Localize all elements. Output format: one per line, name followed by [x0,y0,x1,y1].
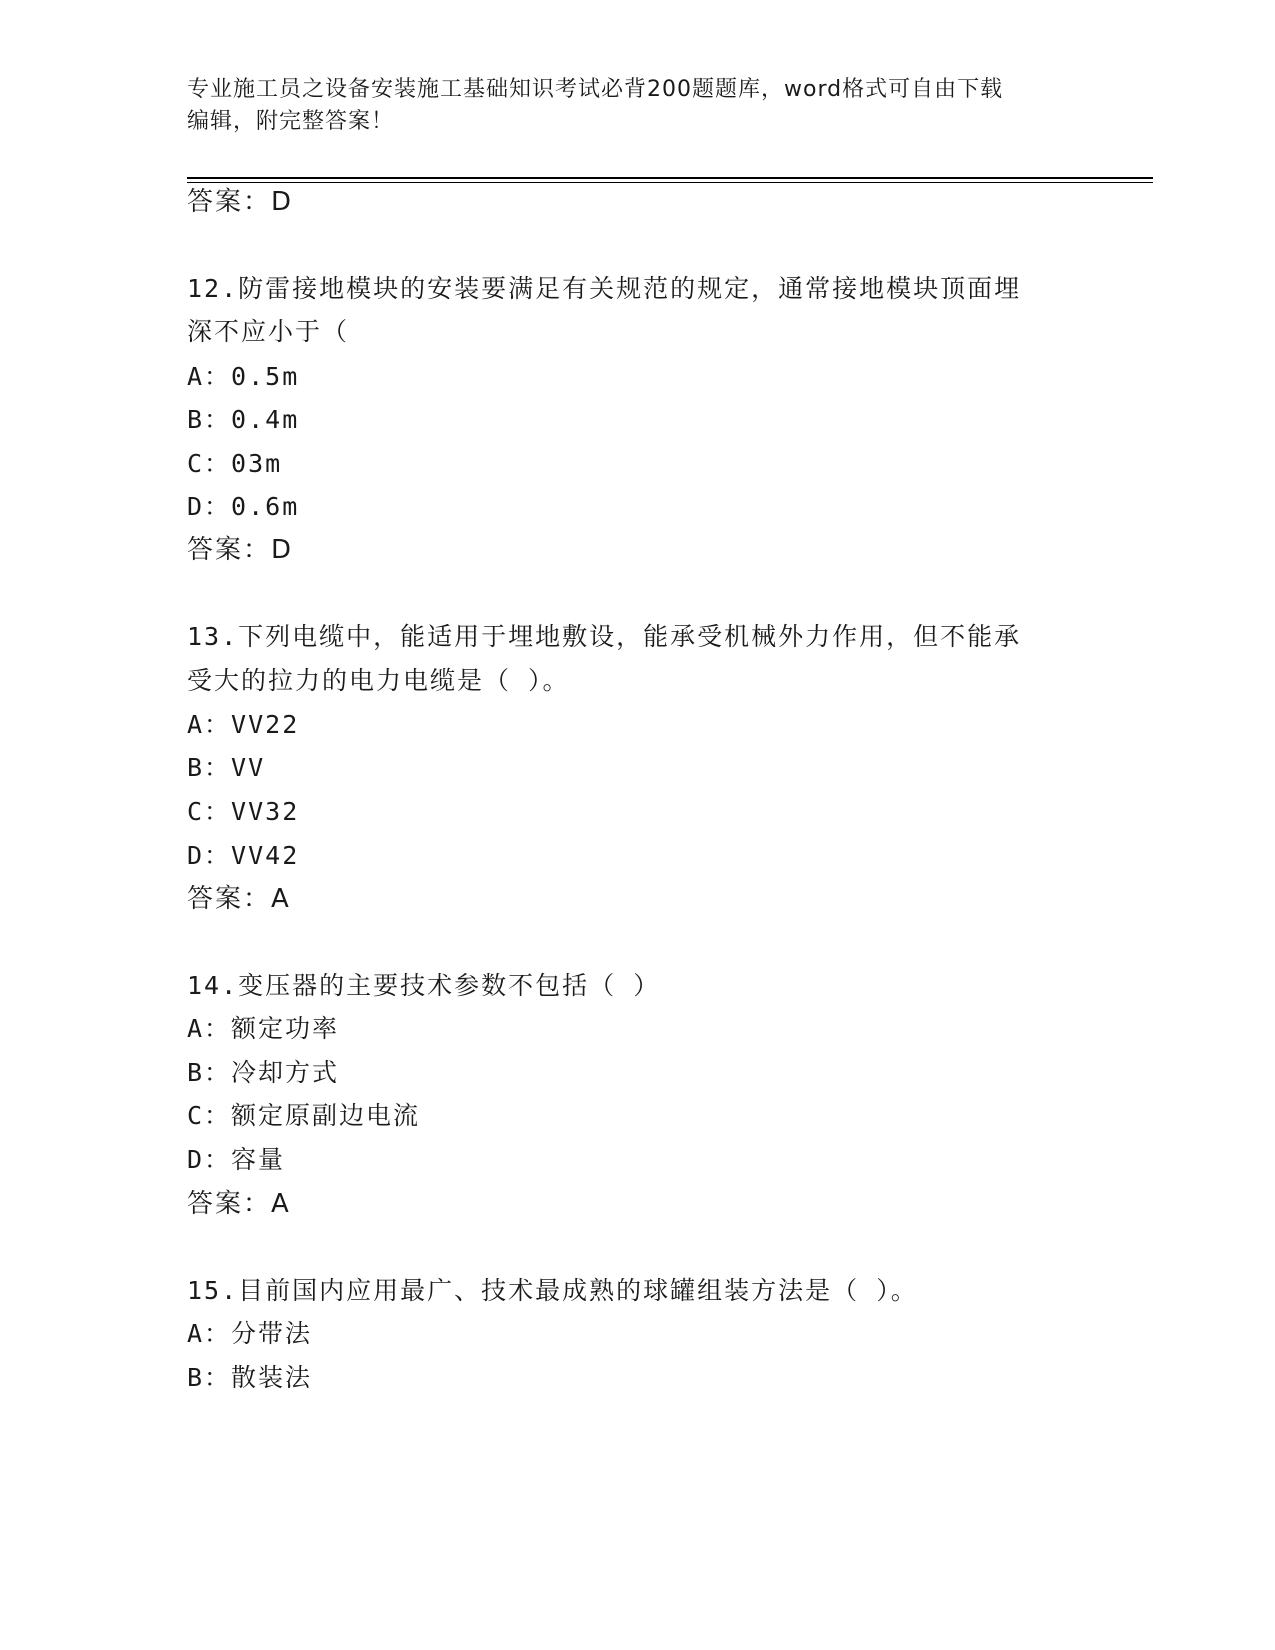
question-14-option-a: A：额定功率 [187,1014,340,1043]
question-14-option-b: B：冷却方式 [187,1058,340,1087]
question-12-option-b: B：0.4m [187,405,300,434]
question-13-text-line2: 受大的拉力的电力电缆是（ ）。 [187,666,570,695]
question-12-text-line1: 12.防雷接地模块的安装要满足有关规范的规定，通常接地模块顶面埋 [187,274,1022,303]
page-header [187,74,1087,138]
question-15-option-a: A：分带法 [187,1319,313,1348]
question-14-option-d: D：容量 [187,1145,286,1174]
header-title-line2: 编辑，附完整答案！ [187,109,395,134]
question-13-option-c: C：VV32 [187,797,300,826]
question-12-option-c: C：03m [187,449,283,478]
question-15-option-b: B：散装法 [187,1363,313,1392]
header-title-line1: 专业施工员之设备安装施工基础知识考试必背200题题库，word格式可自由下载 [187,77,1004,102]
header-divider-thick [187,177,1153,179]
question-12-option-d: D：0.6m [187,492,300,521]
question-14-text-line1: 14.变压器的主要技术参数不包括（ ） [187,971,661,1000]
question-13-answer: 答案：A [187,884,291,914]
question-15-text-line1: 15.目前国内应用最广、技术最成熟的球罐组装方法是（ ）。 [187,1276,918,1305]
question-14-option-c: C：额定原副边电流 [187,1101,421,1130]
header-divider-thin [187,182,1153,183]
question-12-answer: 答案：D [187,535,294,565]
question-12-option-a: A：0.5m [187,362,300,391]
question-12-text-line2: 深不应小于（ [187,317,350,346]
question-13-option-b: B：VV [187,753,266,782]
question-13-option-a: A：VV22 [187,710,300,739]
question-13-option-d: D：VV42 [187,841,300,870]
question-14-answer: 答案：A [187,1189,291,1219]
question-13-text-line1: 13.下列电缆中，能适用于埋地敷设，能承受机械外力作用，但不能承 [187,622,1022,651]
answer-previous: 答案：D [187,187,294,217]
